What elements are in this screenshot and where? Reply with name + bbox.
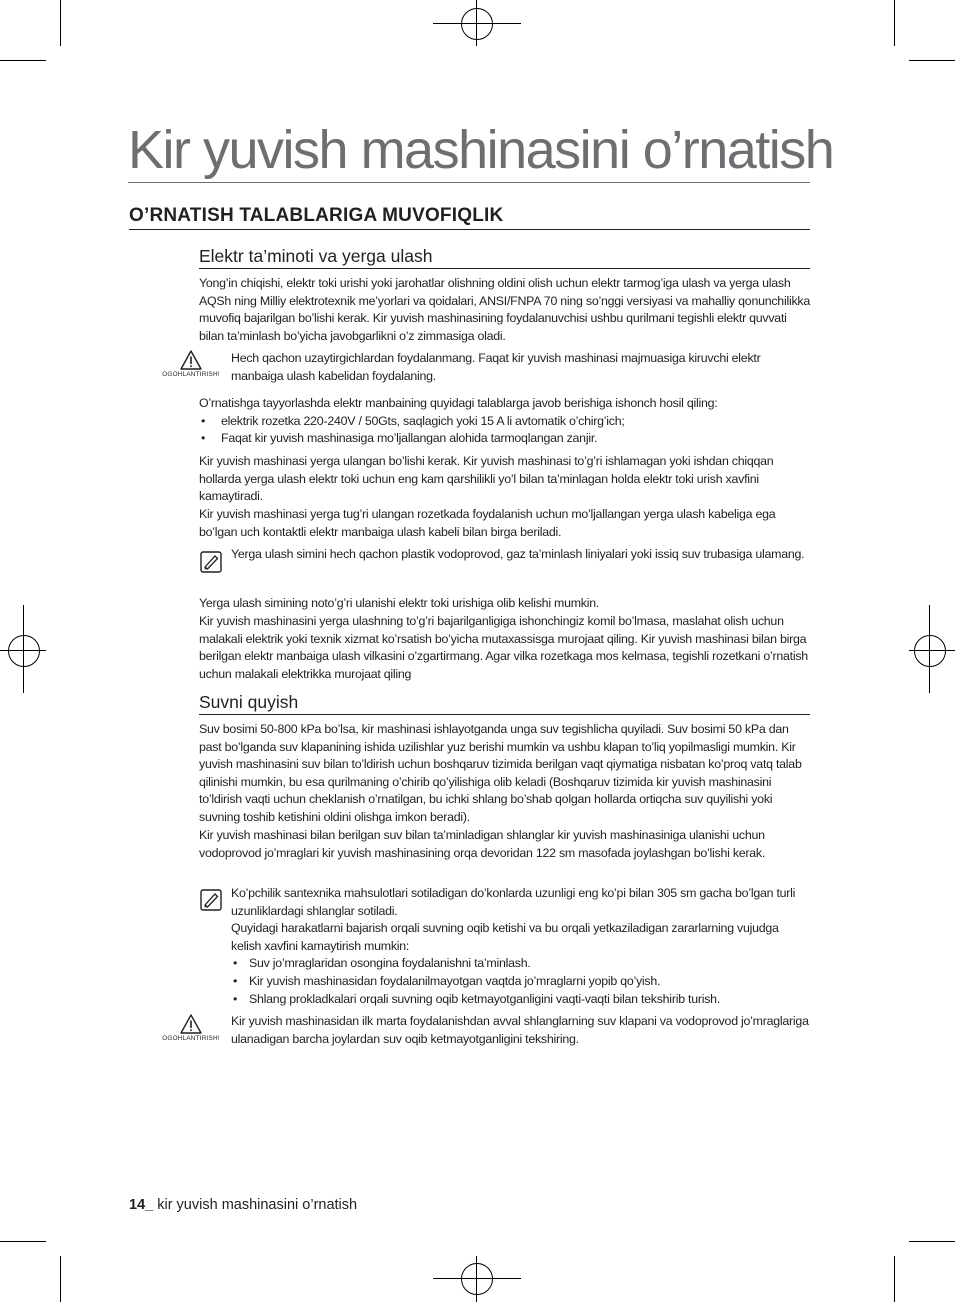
warning-triangle-icon — [180, 1014, 202, 1034]
grounding-paragraph-1: Kir yuvish mashinasi yerga ulangan bo’lishi kerak. Kir yuvish mashinasi to’g’ri ishlamagan yoki ishdan chiqqan hollarda yerga ulash elektr toki uchun eng kam qarshilikli yo’l bilan ta’minlagan holda elektr toki urish xavfini kamaytiradi. — [199, 454, 774, 504]
crop-mark — [909, 60, 955, 61]
water-paragraph-1: Suv bosimi 50-800 kPa bo’lsa, kir mashinasi ishlayotganda unga suv tegishlicha quyiladi. Suv bosimi 50 kPa dan past bo’lganda suv klapanining ishida uzilishlar yuz berishi mumkin va ushbu klapan to’liq yopilmasligi mumkin. Kir yuvish mashinasini suv bilan to’ldirish uchun boshqaruv tizimida berilgan vaqt qiymatiga nisbatan ko’proq vatq talab qilinishi mumkin, bu esa qurilmaning o’chirib qo’yilishiga olib keladi (Boshqaruv tizimida kir yuvish mashinasini to’ldirish vaqti uchun cheklanish o’rnatilgan, bu ichki shlang bo’shab qolgan hollarda ortiqcha suv quyilishi yoki suvning toshib ketishini oldini olishga imkon beradi). — [199, 722, 802, 824]
note-pencil-icon — [200, 889, 222, 911]
warning-block — [159, 350, 223, 386]
page-footer — [129, 1197, 357, 1213]
footer-label: kir yuvish mashinasini o’rnatish — [153, 1197, 358, 1213]
note-pencil-icon — [200, 551, 222, 573]
electrical-intro: Yong’in chiqishi, elektr toki urishi yoki jarohatlar olishning oldini olish uchun elektr tarmog’iga ulash va yerga ulash AQSh ning Milliy elektrotexnik me’yorlari va qoidalari, ANSI/FNPA 70 ning so’nggi versiyasi va mahalliy qonunchilikka muvofiq bajarilgan bo’lishi kerak. Kir yuvish mashinasining foydalanuvchisi ushbu qurilmani tegishli elektr quvvati bilan ta’minlash bo’yicha javobgarlikni o’z zimmasiga oladi. — [199, 276, 810, 343]
warning-text: Hech qachon uzaytirgichlardan foydalanmang. Faqat kir yuvish mashinasi majmuasiga kiruvchi elektr manbaiga ulash kabelidan foydalaning. — [231, 351, 761, 383]
list-item: • Faqat kir yuvish mashinasiga mo’ljallangan alohida tarmoqlangan zanjir. — [199, 430, 811, 448]
grounding-paragraph-2: Kir yuvish mashinasi yerga tug’ri ulangan rozetkada foydalanish uchun mo’ljallangan yerga ulash kabeliga ega bo’lgan uch kontaktli elektr manbaiga ulash kabeli bilan birga beriladi. — [199, 507, 776, 539]
grounding-paragraph-4: Kir yuvish mashinasini yerga ulashning to’g’ri bajarilganligiga ishonchingiz komil bo’lmasa, maslahat olish uchun malakali elektrik yoki texnik xizmat ko’rsatish bo’yicha mutaxassisga murojaat qiling. Kir yuvish mashinasi bilan birga berilgan elektr manbaiga ulash vilkasini o’zgartirmang. Agar vilka rozetkaga mos kelmasa, tegishli rozetkani o’rnatish uchun malakali elektrikka murojaat qiling — [199, 614, 808, 681]
warning-label: OGOHLANTIRISH! — [162, 371, 220, 378]
grounding-paragraph-3: Yerga ulash simining noto’g’ri ulanishi elektr toki urishiga olib kelishi mumkin. — [199, 596, 600, 610]
note-text: Yerga ulash simini hech qachon plastik vodoprovod, gaz ta’minlash liniyalari yoki issiq suv trubasiga ulamang. — [231, 547, 805, 561]
list-item: • Shlang prokladkalari orqali suvning oqib ketmayotganligini vaqti-vaqti bilan tekshirib turish. — [231, 991, 811, 1009]
list-item: • elektrik rozetka 220-240V / 50Gts, saqlagich yoki 15 A li avtomatik o’chirg’ich; — [199, 413, 811, 431]
page-number: 14_ — [129, 1197, 154, 1213]
section-heading: O’RNATISH TALABLARIGA MUVOFIQLIK — [129, 204, 810, 230]
crop-mark — [909, 1241, 955, 1242]
requirements-block — [199, 395, 811, 448]
warning-label: OGOHLANTIRISH! — [162, 1035, 220, 1042]
water-note — [231, 885, 811, 1008]
crop-mark — [60, 1256, 61, 1302]
subheading-water: Suvni quyish — [199, 691, 810, 715]
requirements-intro: O’rnatishga tayyorlashda elektr manbaining quyidagi talablarga javob berishiga ishonch hosil qiling: — [199, 396, 718, 410]
warning-triangle-icon — [180, 350, 202, 370]
subheading-electrical: Elektr ta’minoti va yerga ulash — [199, 245, 810, 269]
list-item: • Kir yuvish mashinasidan foydalanilmayotgan vaqtda jo’mraglarni yopib qo’yish. — [231, 973, 811, 991]
water-note-line-1: Ko’pchilik santexnika mahsulotlari sotiladigan do’konlarda uzunligi eng ko’pi bilan 305 sm gacha bo’lgan turli uzunliklardagi shlanglar sotiladi. — [231, 886, 796, 918]
crop-mark — [0, 60, 46, 61]
water-paragraph-2: Kir yuvish mashinasi bilan berilgan suv bilan ta’minladigan shlanglar kir yuvish mashinasiniga ulanishi uchun vodoprovod jo’mraglari kir yuvish mashinasining orqa devoridan 122 sm masofada joylashgan bo’lishi kerak. — [199, 828, 766, 860]
warning-text: Kir yuvish mashinasidan ilk marta foydalanishdan avval shlanglarning suv klapani va vodoprovod jo’mraglariga ulanadigan barcha joylardan suv oqib ketmayotganligini tekshiring. — [231, 1014, 809, 1046]
page-title: Kir yuvish mashinasini o’rnatish — [128, 118, 810, 183]
crop-mark — [0, 1241, 46, 1242]
water-note-list — [231, 955, 811, 1008]
requirements-list — [199, 413, 811, 448]
water-note-line-2: Quyidagi harakatlarni bajarish orqali suvning oqib ketishi va bu orqali yetkaziladigan zararlarning vujudga kelish xavfini kamaytirish mumkin: — [231, 921, 779, 953]
crop-mark — [894, 1256, 895, 1302]
crop-mark — [894, 0, 895, 46]
list-item: • Suv jo’mraglaridan osongina foydalanishni ta’minlash. — [231, 955, 811, 973]
warning-block — [159, 1014, 223, 1050]
crop-mark — [60, 0, 61, 46]
